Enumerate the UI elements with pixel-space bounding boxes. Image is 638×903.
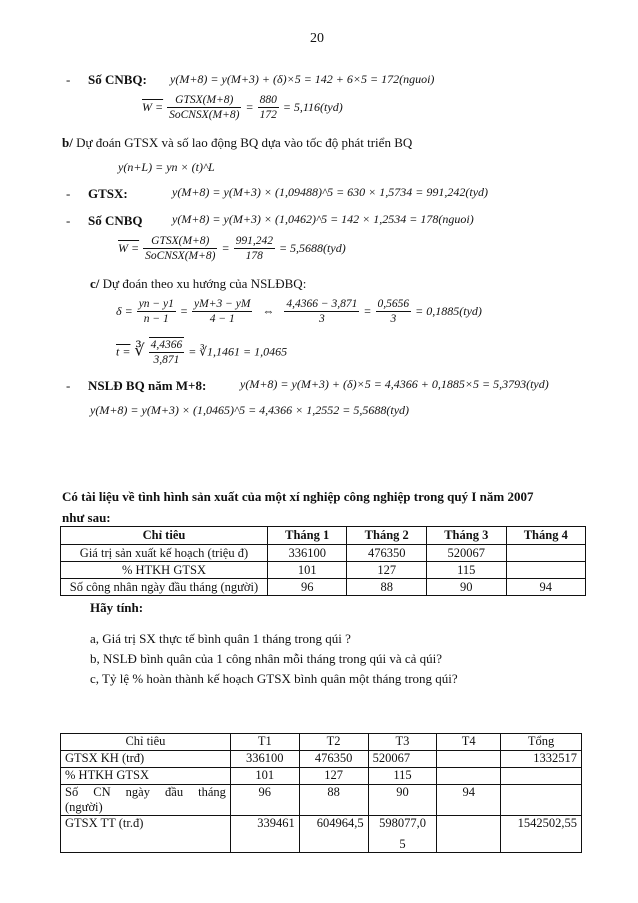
table-row [61, 545, 586, 562]
column-header: T2 [299, 734, 368, 751]
table-cell: 90 [427, 579, 507, 596]
table-cell: 127 [299, 768, 368, 785]
delta-lhs: δ = [116, 304, 133, 319]
w-fraction-1 [167, 93, 241, 122]
w-result: = 5,116(tyd) [282, 100, 343, 115]
table-cell: % HTKH GTSX [61, 562, 268, 579]
w-lhs: W = [142, 100, 164, 115]
table-row [61, 768, 582, 785]
numerator: 0,5656 [377, 298, 410, 310]
cube-root-symbol: ∛ [134, 342, 145, 360]
table-header-row [61, 734, 582, 751]
gtsx-label: GTSX: [88, 186, 128, 201]
bullet: - [66, 378, 71, 393]
w-numerator-value: 880 [259, 94, 277, 106]
delta-formula: δ = $\frac{yn - y1}{n - 1}$ = $\frac{yM+3 - yM}{4 - 1}$ ⇔ $\frac{4,4366 - 3,871}{3}$ = $\frac{0,5656}{3}$ = 0,1885(tyd) [116, 298, 482, 325]
question-a: a, Giá trị SX thực tế bình quân 1 tháng trong qúi ? [90, 631, 351, 646]
bullet: - [66, 213, 71, 228]
table-cell [506, 545, 585, 562]
column-header: Chỉ tiêu [61, 734, 231, 751]
table-cell [437, 768, 501, 785]
so-cnbq-label: Số CNBQ: [88, 72, 147, 87]
section-c-label: c/ [90, 276, 100, 291]
section-b [62, 135, 412, 151]
question-c: c, Tỷ lệ % hoàn thành kế hoạch GTSX bình quân một tháng trong qúi? [90, 671, 458, 686]
delta-fraction-3 [284, 297, 359, 326]
delta-result: = 0,1885(tyd) [415, 304, 482, 319]
w-equals: = [245, 100, 254, 115]
table-cell: Số công nhân ngày đầu tháng (người) [61, 579, 268, 596]
cell-line: 598077,0 [379, 816, 426, 830]
iff-symbol: ⇔ [262, 304, 275, 319]
w-denominator: SoCNSX(M+8) [145, 250, 216, 262]
data-table [60, 526, 586, 596]
numerator: yM+3 − yM [194, 298, 251, 310]
table-cell: % HTKH GTSX [61, 768, 231, 785]
table-row [61, 816, 582, 853]
section-b-label: b/ [62, 135, 73, 150]
delta-fraction-4 [376, 297, 412, 326]
w-result: = 5,5688(tyd) [278, 241, 346, 256]
table-cell: 94 [506, 579, 585, 596]
w-formula-1 [142, 93, 343, 122]
so-cnbq-equation: y(M+8) = y(M+3) + (δ)×5 = 142 + 6×5 = 172(nguoi) [170, 72, 435, 86]
table-row [61, 579, 586, 596]
table-cell: 1542502,55 [501, 816, 582, 853]
table-cell: 127 [347, 562, 427, 579]
table-cell: 101 [230, 768, 299, 785]
numerator: 4,4366 − 3,871 [286, 298, 358, 310]
table-cell: 604964,5 [299, 816, 368, 853]
t-fraction [149, 337, 185, 367]
section-b-text: Dự đoán GTSX và số lao động BQ dựa vào tốc độ phát triển BQ [76, 135, 413, 150]
denominator: 3,871 [153, 354, 180, 366]
column-header: Tháng 3 [427, 527, 507, 545]
section-c [90, 276, 306, 292]
solution-table [60, 733, 582, 853]
column-header: Tháng 2 [347, 527, 427, 545]
delta-fraction-1 [137, 297, 176, 326]
row-label-line: Số CN ngày đầu tháng [65, 785, 226, 799]
denominator: n − 1 [143, 313, 169, 325]
table-cell: 520067 [427, 545, 507, 562]
growth-formula: y(n+L) = yn × (t)^L [118, 160, 215, 174]
table-cell: 88 [299, 785, 368, 816]
column-header: Chỉ tiêu [61, 527, 268, 545]
t-result: = ∛1,1461 = 1,0465 [188, 344, 288, 359]
problem-line-1: Có tài liệu về tình hình sản xuất của một xí nghiệp công nghiệp trong quý I năm 2007 [62, 489, 534, 504]
column-header: Tổng [501, 734, 582, 751]
w-fraction-2 [234, 234, 275, 263]
w-lhs: W = [118, 241, 140, 256]
column-header: T1 [230, 734, 299, 751]
table-row [61, 562, 586, 579]
table-cell: 476350 [347, 545, 427, 562]
table-cell: 1332517 [501, 751, 582, 768]
section-c-text: Dự đoán theo xu hướng của NSLĐBQ: [102, 276, 307, 291]
table-cell: 336100 [230, 751, 299, 768]
t-lhs: t = [116, 344, 131, 359]
table-cell: GTSX TT (tr.đ) [61, 816, 231, 853]
table-cell [501, 768, 582, 785]
table-cell [368, 816, 437, 853]
table-cell: 339461 [230, 816, 299, 853]
bullet: - [66, 72, 71, 87]
table-cell: 520067 [368, 751, 437, 768]
cell-line: 5 [399, 837, 406, 851]
numerator: yn − y1 [138, 298, 174, 310]
page-number: 20 [310, 31, 324, 46]
question-b: b, NSLĐ bình quân của 1 công nhân mỗi tháng trong qúi và cả qúi? [90, 651, 443, 666]
table-cell: 115 [368, 768, 437, 785]
table-cell: GTSX KH (trđ) [61, 751, 231, 768]
table-row [61, 751, 582, 768]
bullet: - [66, 186, 71, 201]
denominator: 3 [390, 313, 397, 325]
table-cell [437, 816, 501, 853]
table-cell: 96 [267, 579, 347, 596]
column-header: Tháng 4 [506, 527, 585, 545]
numerator: 4,4366 [150, 339, 183, 351]
table-row [61, 785, 582, 816]
table-cell: 476350 [299, 751, 368, 768]
w-denominator-value: 172 [259, 109, 277, 121]
table-cell: 101 [267, 562, 347, 579]
nsld-equation-1: y(M+8) = y(M+3) + (δ)×5 = 4,4366 + 0,1885×5 = 5,3793(tyd) [240, 377, 549, 391]
gtsx-equation: y(M+8) = y(M+3) × (1,09488)^5 = 630 × 1,5734 = 991,242(tyd) [172, 185, 489, 199]
nsld-label: NSLĐ BQ năm M+8: [88, 378, 207, 393]
row-label-line: (người) [65, 800, 103, 814]
nsld-equation-2: y(M+8) = y(M+3) × (1,0465)^5 = 4,4366 × 1,2552 = 5,5688(tyd) [90, 403, 410, 417]
w-fraction-1 [143, 234, 217, 263]
problem-line-2: như sau: [62, 510, 111, 525]
denominator: 4 − 1 [209, 313, 235, 325]
w-denominator-value: 178 [245, 250, 263, 262]
table-cell [61, 785, 231, 816]
delta-fraction-2 [192, 297, 252, 326]
table-cell: Giá trị sản xuất kế hoạch (triệu đ) [61, 545, 268, 562]
table-cell [506, 562, 585, 579]
w-formula-2 [118, 234, 346, 263]
questions-title: Hãy tính: [90, 600, 144, 615]
t-formula [116, 337, 287, 367]
column-header: T3 [368, 734, 437, 751]
w-equals: = [221, 241, 230, 256]
table-cell: 88 [347, 579, 427, 596]
table-cell: 90 [368, 785, 437, 816]
denominator: 3 [319, 313, 325, 325]
table-cell [437, 751, 501, 768]
table-header-row [61, 527, 586, 545]
table-cell: 94 [437, 785, 501, 816]
so-cnbq-equation-2: y(M+8) = y(M+3) × (1,0462)^5 = 142 × 1,2534 = 178(nguoi) [172, 212, 474, 226]
column-header: Tháng 1 [267, 527, 347, 545]
w-numerator: GTSX(M+8) [143, 234, 217, 249]
table-cell [501, 785, 582, 816]
table-cell: 115 [427, 562, 507, 579]
w-numerator-value: 991,242 [235, 235, 273, 247]
table-cell: 96 [230, 785, 299, 816]
w-fraction-2 [258, 93, 279, 122]
table-cell: 336100 [267, 545, 347, 562]
w-denominator: SoCNSX(M+8) [169, 109, 240, 121]
w-numerator: GTSX(M+8) [167, 93, 241, 108]
so-cnbq-label-2: Số CNBQ [88, 213, 143, 228]
column-header: T4 [437, 734, 501, 751]
